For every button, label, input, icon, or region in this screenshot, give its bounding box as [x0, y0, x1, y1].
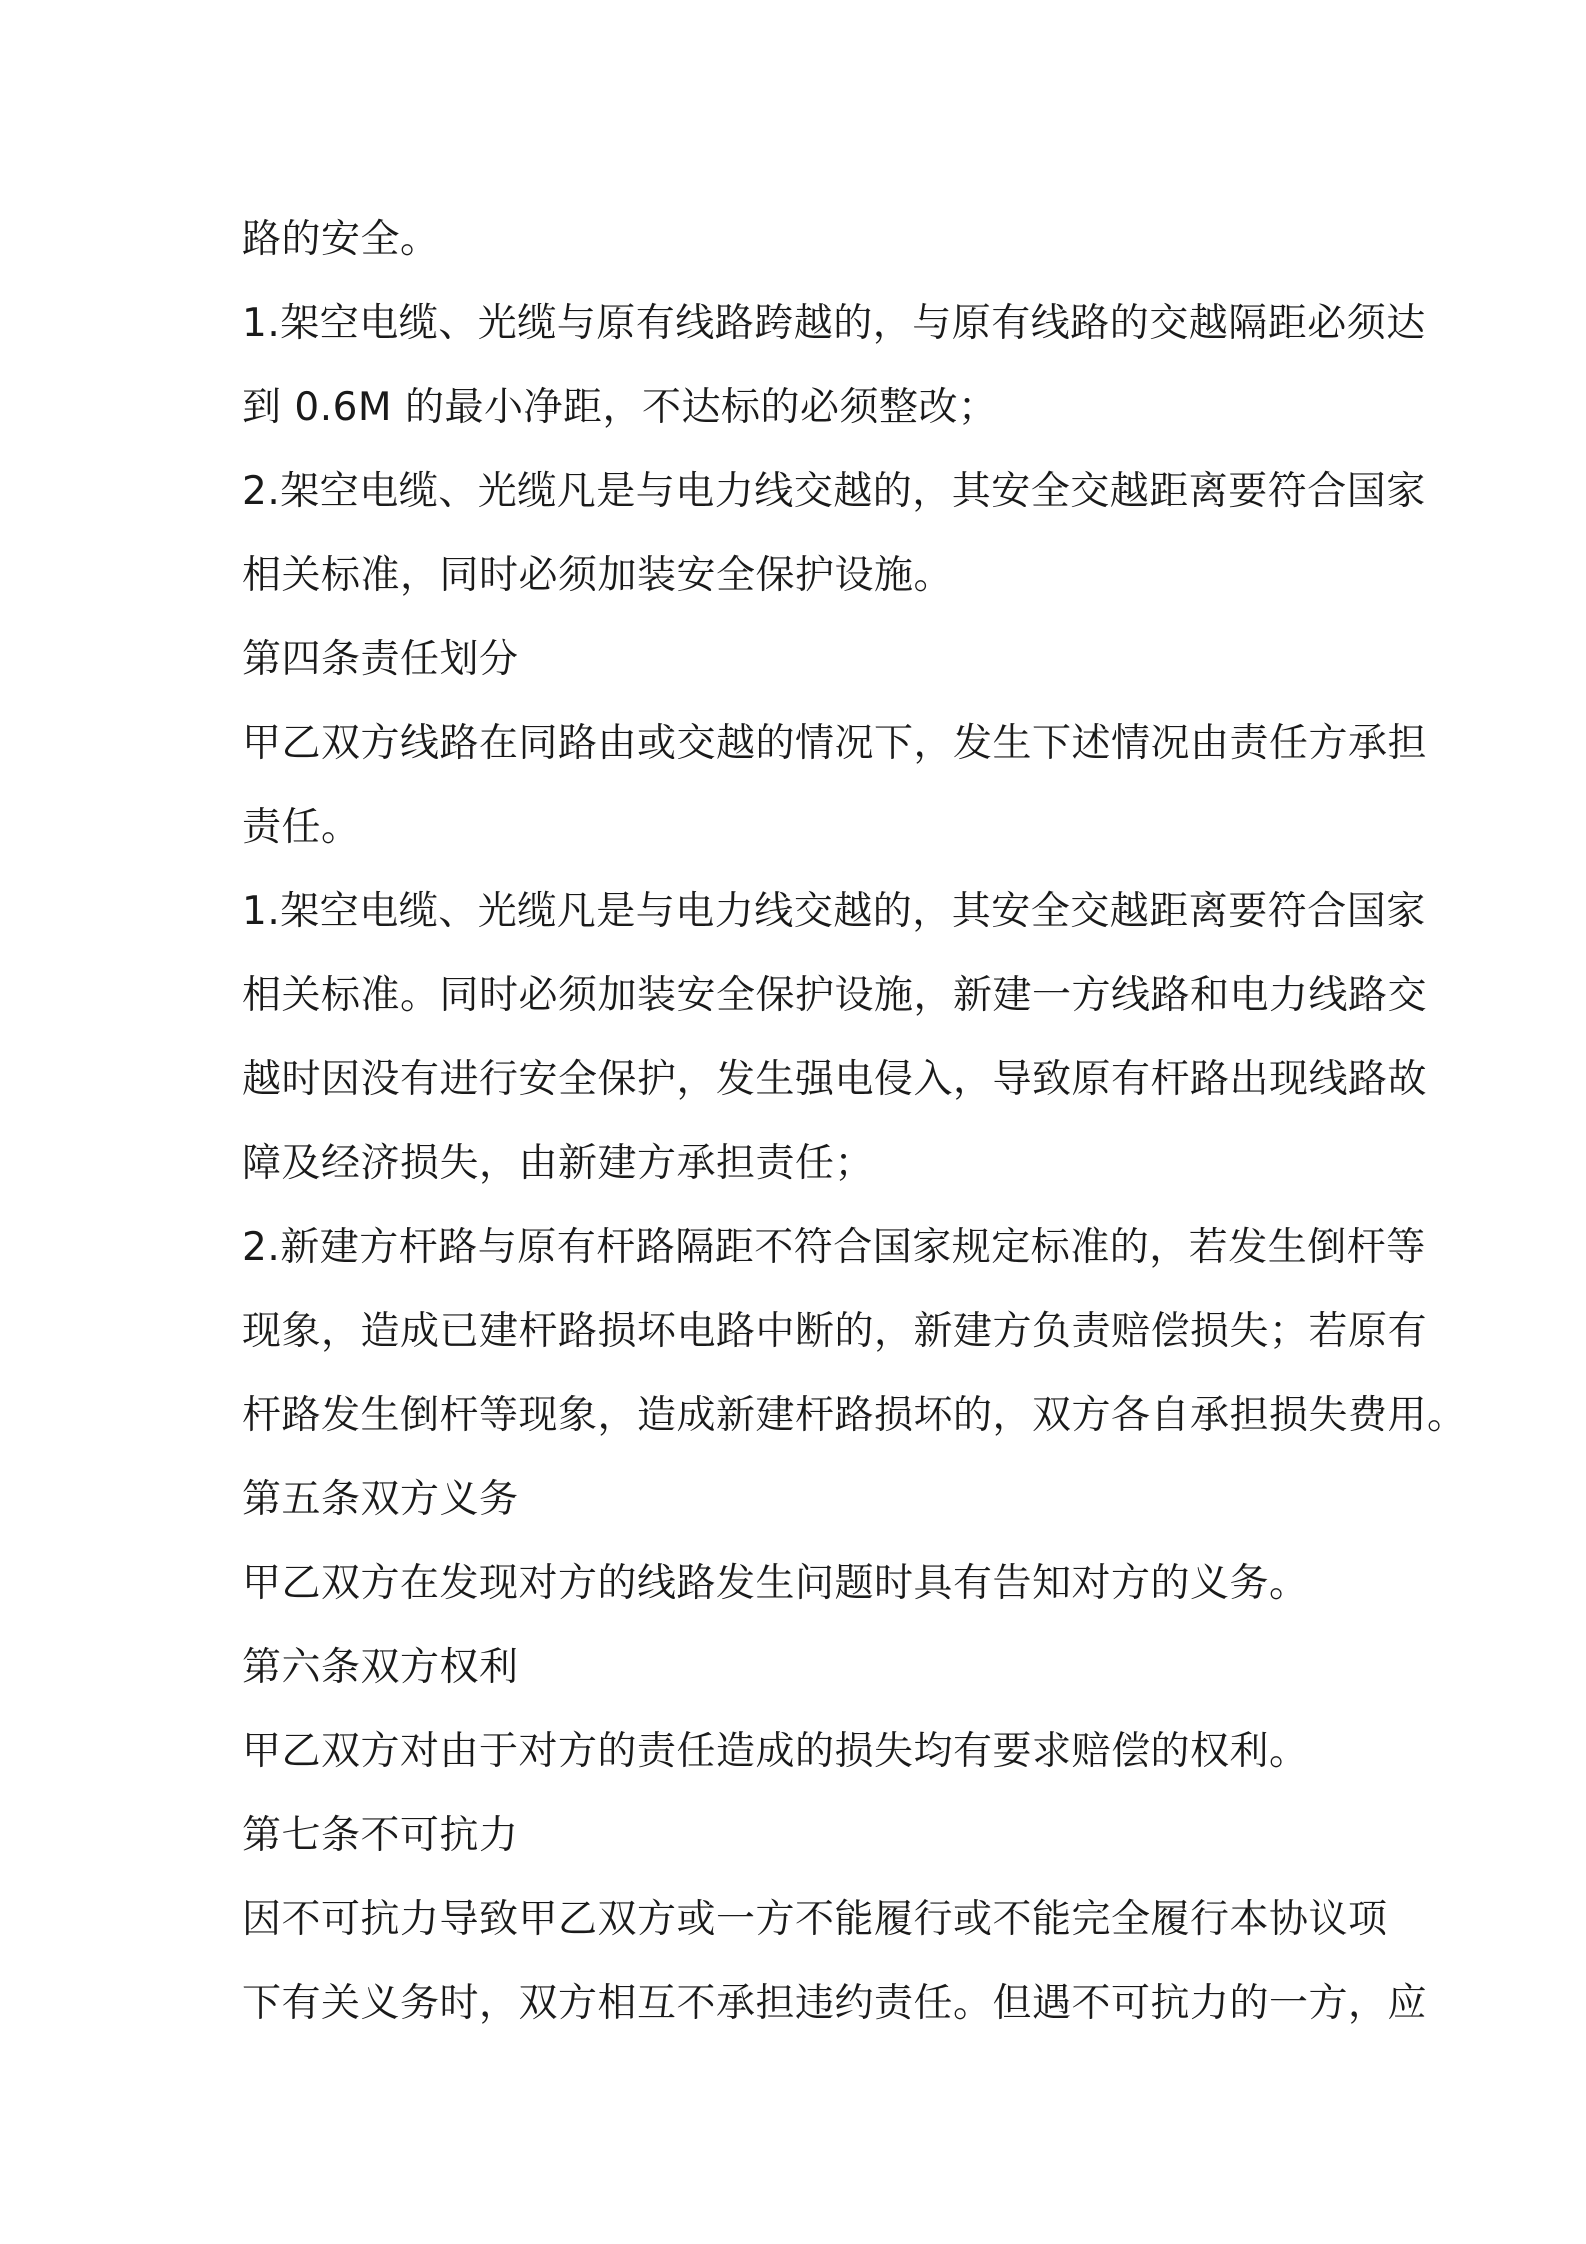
text-line: 路的安全。 — [242, 217, 440, 262]
text-line: 2.架空电缆、光缆凡是与电力线交越的，其安全交越距离要符合国家 — [242, 469, 1426, 514]
text-line: 相关标准，同时必须加装安全保护设施。 — [242, 553, 954, 598]
section-heading: 第七条不可抗力 — [242, 1813, 519, 1858]
text-line: 1.架空电缆、光缆与原有线路跨越的，与原有线路的交越隔距必须达 — [242, 301, 1426, 346]
text-line: 越时因没有进行安全保护，发生强电侵入，导致原有杆路出现线路故 — [242, 1057, 1428, 1102]
section-heading: 第四条责任划分 — [242, 637, 519, 682]
text-line: 甲乙双方在发现对方的线路发生问题时具有告知对方的义务。 — [242, 1561, 1309, 1606]
text-line: 甲乙双方线路在同路由或交越的情况下，发生下述情况由责任方承担 — [242, 721, 1428, 766]
text-line: 2.新建方杆路与原有杆路隔距不符合国家规定标准的，若发生倒杆等 — [242, 1225, 1426, 1270]
text-line: 甲乙双方对由于对方的责任造成的损失均有要求赔偿的权利。 — [242, 1729, 1309, 1774]
text-line: 杆路发生倒杆等现象，造成新建杆路损坏的，双方各自承担损失费用。 — [242, 1393, 1467, 1438]
document-body — [242, 198, 1467, 2046]
text-line: 现象，造成已建杆路损坏电路中断的，新建方负责赔偿损失；若原有 — [242, 1309, 1428, 1354]
section-heading: 第六条双方权利 — [242, 1645, 519, 1690]
section-heading: 第五条双方义务 — [242, 1477, 519, 1522]
text-line: 到 0.6M 的最小净距，不达标的必须整改； — [242, 385, 998, 430]
text-line: 相关标准。同时必须加装安全保护设施，新建一方线路和电力线路交 — [242, 973, 1428, 1018]
text-line: 因不可抗力导致甲乙双方或一方不能履行或不能完全履行本协议项 — [242, 1897, 1388, 1942]
text-line: 1.架空电缆、光缆凡是与电力线交越的，其安全交越距离要符合国家 — [242, 889, 1426, 934]
text-line: 责任。 — [242, 805, 361, 850]
text-line: 障及经济损失，由新建方承担责任； — [242, 1141, 875, 1186]
text-line: 下有关义务时，双方相互不承担违约责任。但遇不可抗力的一方，应 — [242, 1981, 1428, 2026]
